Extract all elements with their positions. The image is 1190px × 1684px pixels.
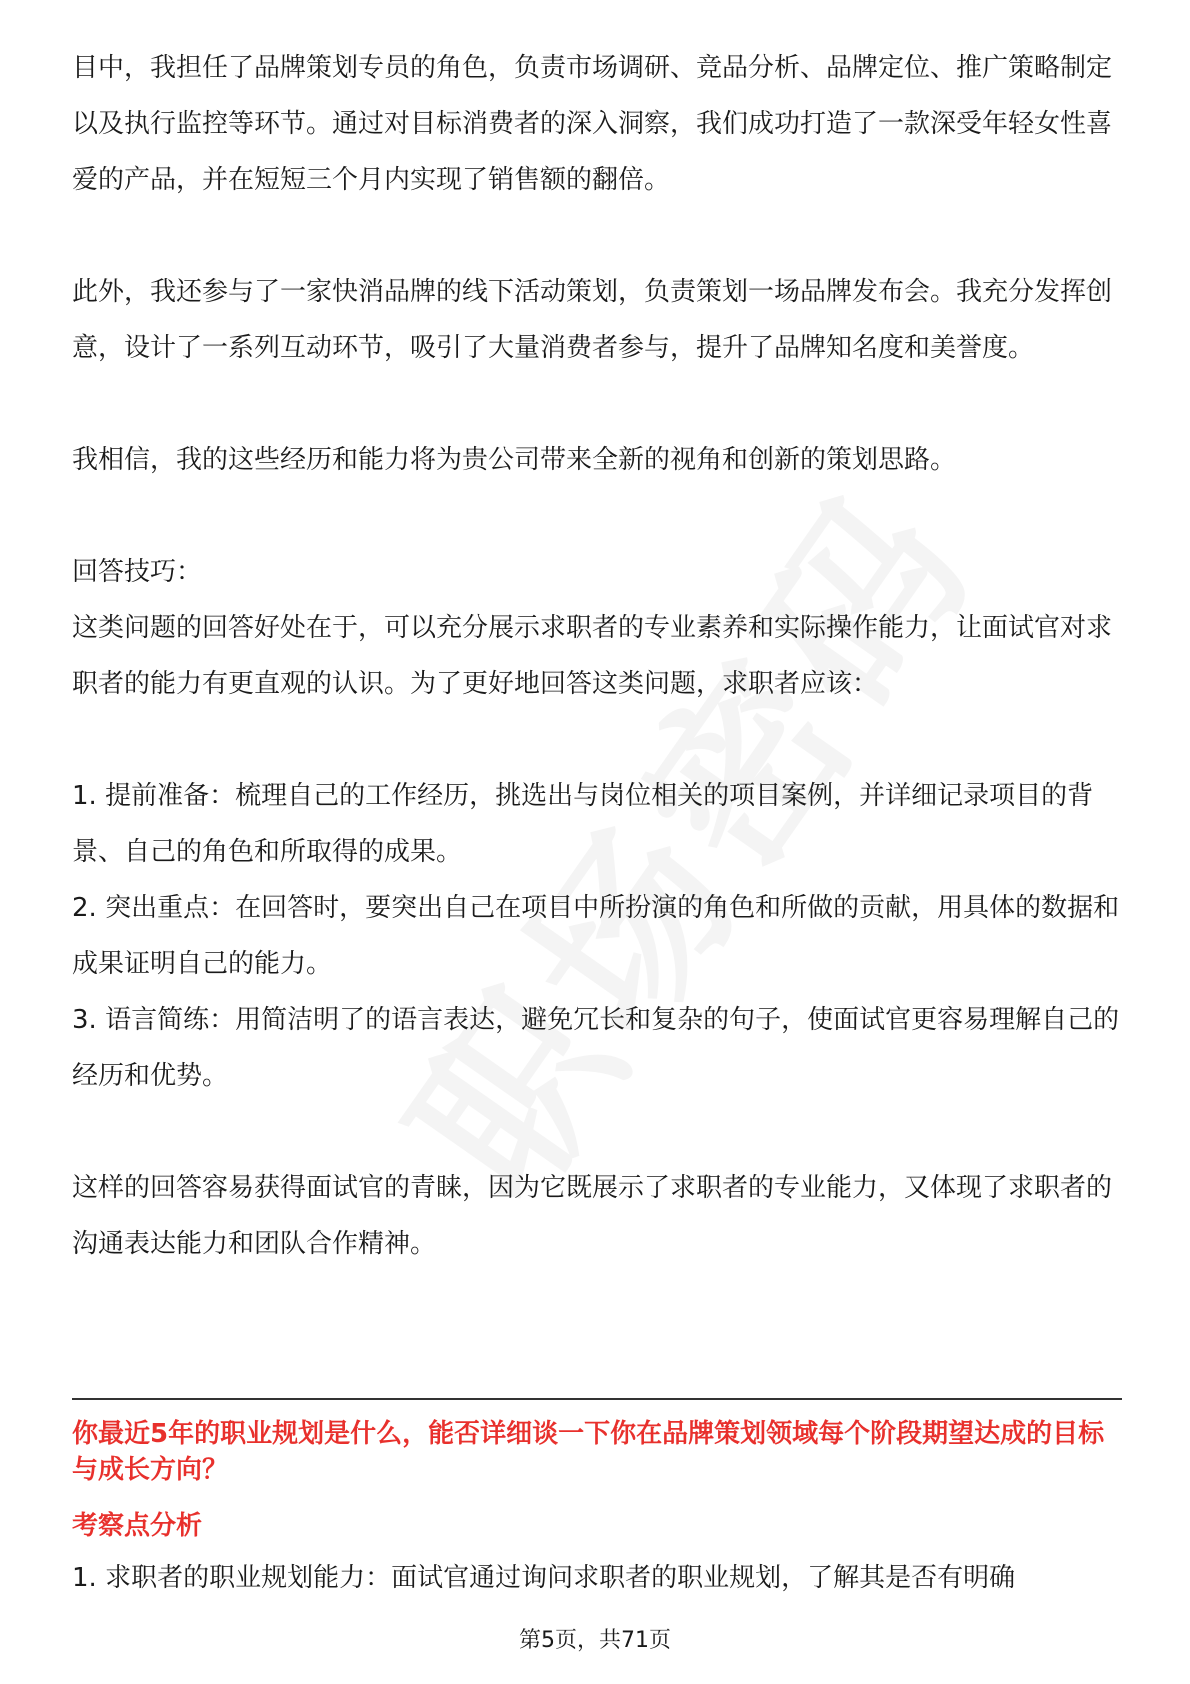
answer-paragraph-3: 我相信，我的这些经历和能力将为贵公司带来全新的视角和创新的策划思路。	[72, 445, 957, 475]
answer-paragraph-2: 此外，我还参与了一家快消品牌的线下活动策划，负责策划一场品牌发布会。我充分发挥创意，设计了一系列互动环节，吸引了大量消费者参与，提升了品牌知名度和美誉度。	[72, 277, 1113, 363]
page-number: 第5页，共71页	[519, 1628, 671, 1653]
analysis-heading: 考察点分析	[72, 1511, 203, 1541]
tips-label: 回答技巧：	[72, 557, 203, 587]
analysis-item-1: 1. 求职者的职业规划能力：面试官通过询问求职者的职业规划，了解其是否有明确	[72, 1563, 1016, 1593]
section-divider	[72, 1398, 1122, 1400]
tip-item-1: 1. 提前准备：梳理自己的工作经历，挑选出与岗位相关的项目案例，并详细记录项目的背景、自己的角色和所取得的成果。	[72, 781, 1094, 867]
answer-paragraph-1: 目中，我担任了品牌策划专员的角色，负责市场调研、竞品分析、品牌定位、推广策略制定以及执行监控等环节。通过对目标消费者的深入洞察，我们成功打造了一款深受年轻女性喜爱的产品，并在短短三个月内实现了销售额的翻倍。	[72, 53, 1113, 195]
spacer	[72, 376, 1122, 432]
spacer	[72, 712, 1122, 768]
spacer	[72, 1104, 1122, 1160]
interview-question: 你最近5年的职业规划是什么，能否详细谈一下你在品牌策划领域每个阶段期望达成的目标与成长方向？	[72, 1419, 1105, 1485]
spacer	[72, 208, 1122, 264]
spacer	[72, 488, 1122, 544]
tip-item-3: 3. 语言简练：用简洁明了的语言表达，避免冗长和复杂的句子，使面试官更容易理解自己的经历和优势。	[72, 1005, 1120, 1091]
answer-body	[72, 40, 1122, 1272]
conclusion-paragraph: 这样的回答容易获得面试官的青睐，因为它既展示了求职者的专业能力，又体现了求职者的沟通表达能力和团队合作精神。	[72, 1173, 1113, 1259]
tips-intro: 这类问题的回答好处在于，可以充分展示求职者的专业素养和实际操作能力，让面试官对求职者的能力有更直观的认识。为了更好地回答这类问题，求职者应该：	[72, 613, 1113, 699]
tip-item-2: 2. 突出重点：在回答时，要突出自己在项目中所扮演的角色和所做的贡献，用具体的数据和成果证明自己的能力。	[72, 893, 1120, 979]
